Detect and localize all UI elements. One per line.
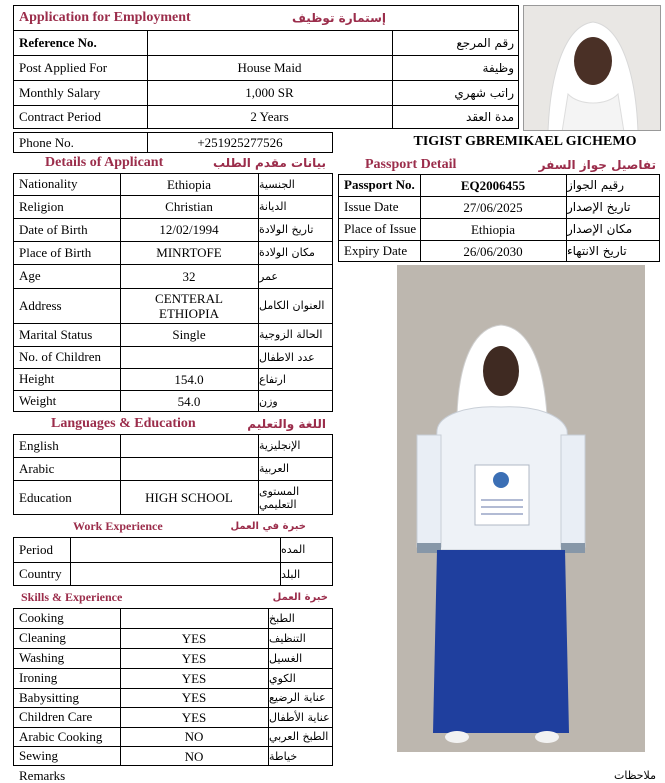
applicant-label-arabic	[259, 288, 332, 323]
skills-value-text: YES	[181, 670, 207, 686]
work-label: Period	[19, 541, 53, 557]
applicant-value	[121, 218, 257, 241]
languages-heading-arabic: اللغة والتعليم	[247, 417, 326, 431]
skills-label: Sewing	[19, 748, 58, 763]
application-title-arabic: إستمارة توظيف	[291, 11, 386, 25]
applicant-value-text: 32	[182, 268, 196, 284]
skills-label-arabic	[269, 648, 332, 668]
header-value: House Maid	[237, 59, 302, 75]
skills-value-text: NO	[184, 748, 204, 764]
applicant-label: Marital Status	[19, 326, 93, 342]
skills-label-arabic	[269, 608, 332, 628]
applicant-label-arabic	[259, 346, 332, 368]
passport-value-text: Ethiopia	[470, 221, 516, 237]
skills-label-arabic	[269, 668, 332, 688]
passport-value-text: 26/06/2030	[463, 243, 523, 259]
passport-label-arabic	[567, 196, 659, 218]
skills-label-arabic-text: التنظيف	[269, 631, 306, 645]
skills-value	[121, 648, 267, 668]
languages-label: Arabic	[19, 460, 55, 476]
languages-label-arabic-text: العربية	[259, 462, 290, 475]
applicant-label-arabic-text: عدد الاطفال	[259, 350, 315, 364]
skills-value	[121, 608, 267, 628]
skills-value	[121, 707, 267, 727]
passport-label: Issue Date	[344, 199, 399, 214]
applicant-label-arabic	[259, 195, 332, 218]
passport-value	[421, 196, 565, 218]
applicant-label: Place of Birth	[19, 244, 92, 260]
passport-label-arabic-text: رقيم الجواز	[567, 177, 625, 192]
skills-label-arabic-text: الكوي	[269, 671, 296, 685]
skills-value-text: YES	[181, 630, 207, 646]
applicant-value	[121, 241, 257, 264]
skills-heading: Skills & Experience	[21, 590, 123, 604]
phone-label: Phone No.	[19, 134, 74, 150]
applicant-label: Date of Birth	[19, 221, 88, 237]
header-label: Reference No.	[19, 34, 97, 50]
skills-label-arabic-text: الطبخ	[269, 611, 295, 625]
languages-label-arabic	[259, 480, 332, 515]
applicant-value	[121, 368, 257, 390]
languages-label-arabic	[259, 434, 332, 457]
applicant-heading: Details of Applicant	[45, 155, 164, 170]
applicant-label-arabic-text: وزن	[259, 394, 278, 408]
applicant-label-arabic-text: عمر	[259, 269, 278, 283]
applicant-label-arabic-text: الحالة الزوجية	[259, 328, 323, 341]
applicant-label-arabic	[259, 368, 332, 390]
applicant-value-text: 154.0	[174, 371, 204, 387]
languages-label: English	[19, 437, 59, 453]
skills-label-arabic	[269, 707, 332, 727]
passport-label: Expiry Date	[344, 243, 408, 258]
work-label-arabic-text: البلد	[281, 567, 301, 581]
work-label-arabic	[281, 562, 332, 586]
languages-value	[121, 480, 257, 515]
skills-value-text: NO	[184, 729, 204, 744]
applicant-heading-arabic: بيانات مقدم الطلب	[212, 156, 326, 170]
skills-label: Children Care	[19, 709, 93, 724]
applicant-label-arabic	[259, 390, 332, 412]
skills-value-text: YES	[181, 690, 207, 705]
skills-label: Arabic Cooking	[19, 728, 103, 744]
skills-label-arabic-text: عناية الرضيع	[269, 691, 326, 704]
skills-value	[121, 746, 267, 766]
applicant-label-arabic	[259, 241, 332, 264]
passport-photo	[523, 5, 661, 131]
passport-label-arabic	[567, 174, 659, 196]
skills-label-arabic-text: الغسيل	[269, 651, 303, 665]
applicant-label-arabic	[259, 173, 332, 195]
passport-heading-arabic: تفاصيل جواز السفر	[538, 158, 656, 172]
applicant-label: No. of Children	[19, 349, 101, 364]
header-label: Post Applied For	[19, 59, 108, 75]
applicant-label: Height	[19, 371, 55, 386]
phone-value: +251925277526	[197, 134, 283, 150]
applicant-label-arabic-text: الجنسية	[259, 177, 295, 191]
applicant-value	[121, 288, 257, 323]
applicant-value	[121, 264, 257, 288]
header-label-arabic: راتب شهري	[454, 85, 514, 100]
passport-value-text: 27/06/2025	[463, 199, 523, 215]
header-value: 1,000 SR	[245, 84, 294, 100]
languages-label-arabic	[259, 457, 332, 480]
languages-label-arabic-text: الإنجليزية	[259, 439, 301, 452]
skills-label-arabic	[269, 628, 332, 648]
passport-label-arabic	[567, 240, 659, 262]
work-heading: Work Experience	[73, 518, 163, 533]
skills-label: Babysitting	[19, 689, 79, 705]
full-body-photo	[397, 265, 645, 752]
applicant-label-arabic	[259, 218, 332, 241]
work-value	[71, 537, 279, 562]
applicant-label: Address	[19, 297, 62, 313]
passport-label-arabic-text: تاريخ الانتهاء	[567, 243, 627, 258]
applicant-value-text: MINRTOFE	[156, 245, 222, 260]
skills-heading-arabic: خبرة العمل	[272, 592, 328, 603]
applicant-value-text: CENTERAL	[155, 290, 223, 306]
skills-value-text: YES	[181, 650, 207, 666]
work-label-arabic-text: المده	[281, 543, 306, 556]
header-label-arabic: وظيفة	[482, 60, 514, 75]
remarks-label: Remarks	[19, 768, 66, 783]
header-value: 2 Years	[250, 109, 289, 124]
header-label: Monthly Salary	[19, 84, 101, 100]
passport-value	[421, 218, 565, 240]
passport-heading: Passport Detail	[365, 157, 457, 172]
languages-heading: Languages & Education	[51, 416, 196, 431]
application-title: Application for Employment	[19, 10, 191, 25]
languages-label-arabic-text-line2: التعليمي	[259, 497, 297, 511]
applicant-value	[121, 346, 257, 368]
skills-label: Cleaning	[19, 630, 66, 645]
applicant-value-text: Single	[172, 327, 206, 342]
languages-value	[121, 434, 257, 457]
applicant-value-text: 54.0	[177, 393, 201, 409]
passport-value-text: EQ2006455	[460, 177, 526, 193]
applicant-full-name: TIGIST GBREMIKAEL GICHEMO	[413, 133, 637, 149]
applicant-value-text: 12/02/1994	[159, 222, 219, 237]
applicant-value	[121, 173, 257, 195]
applicant-label: Nationality	[19, 176, 78, 191]
work-value	[71, 562, 279, 586]
skills-label: Washing	[19, 650, 65, 665]
skills-label: Ironing	[19, 670, 58, 685]
applicant-value-text-line2: ETHIOPIA	[159, 305, 219, 321]
passport-label: Place of Issue	[344, 221, 417, 236]
applicant-label-arabic-text: الديانة	[259, 200, 287, 213]
skills-value	[121, 668, 267, 688]
passport-value	[421, 240, 565, 262]
skills-label-arabic-text: الطبخ العربي	[269, 730, 329, 743]
work-heading-arabic: خبرة في العمل	[230, 520, 306, 532]
passport-value	[421, 174, 565, 196]
applicant-label: Age	[19, 268, 41, 283]
languages-value	[121, 457, 257, 480]
header-label: Contract Period	[19, 109, 101, 124]
skills-label-arabic-text: عناية الأطفال	[269, 710, 330, 724]
header-value	[148, 30, 391, 55]
skills-value	[121, 688, 267, 707]
languages-value-text: HIGH SCHOOL	[145, 490, 233, 505]
applicant-label: Weight	[19, 393, 57, 408]
passport-label-arabic	[567, 218, 659, 240]
work-label: Country	[19, 566, 62, 581]
skills-label-arabic	[269, 688, 332, 707]
applicant-label: Religion	[19, 198, 64, 214]
applicant-label-arabic-text: ارتفاع	[259, 372, 286, 386]
applicant-label-arabic-text: مكان الولادة	[259, 246, 315, 259]
skills-label-arabic-text: خياطة	[269, 749, 298, 763]
languages-label: Education	[19, 489, 72, 505]
skills-label-arabic	[269, 727, 332, 746]
header-label-arabic: رقم المرجع	[456, 35, 514, 50]
skills-label-arabic	[269, 746, 332, 766]
work-label-arabic	[281, 537, 332, 562]
skills-value	[121, 727, 267, 746]
skills-label: Cooking	[19, 610, 64, 625]
languages-label-arabic-text: المستوى	[259, 484, 300, 498]
applicant-value	[121, 195, 257, 218]
applicant-value	[121, 323, 257, 346]
passport-label-arabic-text: مكان الإصدار	[567, 221, 633, 236]
applicant-label-arabic	[259, 264, 332, 288]
applicant-value	[121, 390, 257, 412]
applicant-label-arabic	[259, 323, 332, 346]
applicant-label-arabic-text: تاريخ الولادة	[259, 223, 314, 236]
skills-value	[121, 628, 267, 648]
passport-label: Passport No.	[344, 177, 415, 192]
header-label-arabic: مدة العقد	[466, 110, 514, 124]
applicant-label-arabic-text: العنوان الكامل	[259, 299, 325, 312]
applicant-value-text: Christian	[165, 199, 213, 214]
passport-label-arabic-text: تاريخ الإصدار	[567, 199, 631, 214]
applicant-value-text: Ethiopia	[166, 176, 212, 192]
remarks-label-arabic: ملاحظات	[614, 769, 656, 782]
skills-value-text: YES	[181, 709, 207, 725]
